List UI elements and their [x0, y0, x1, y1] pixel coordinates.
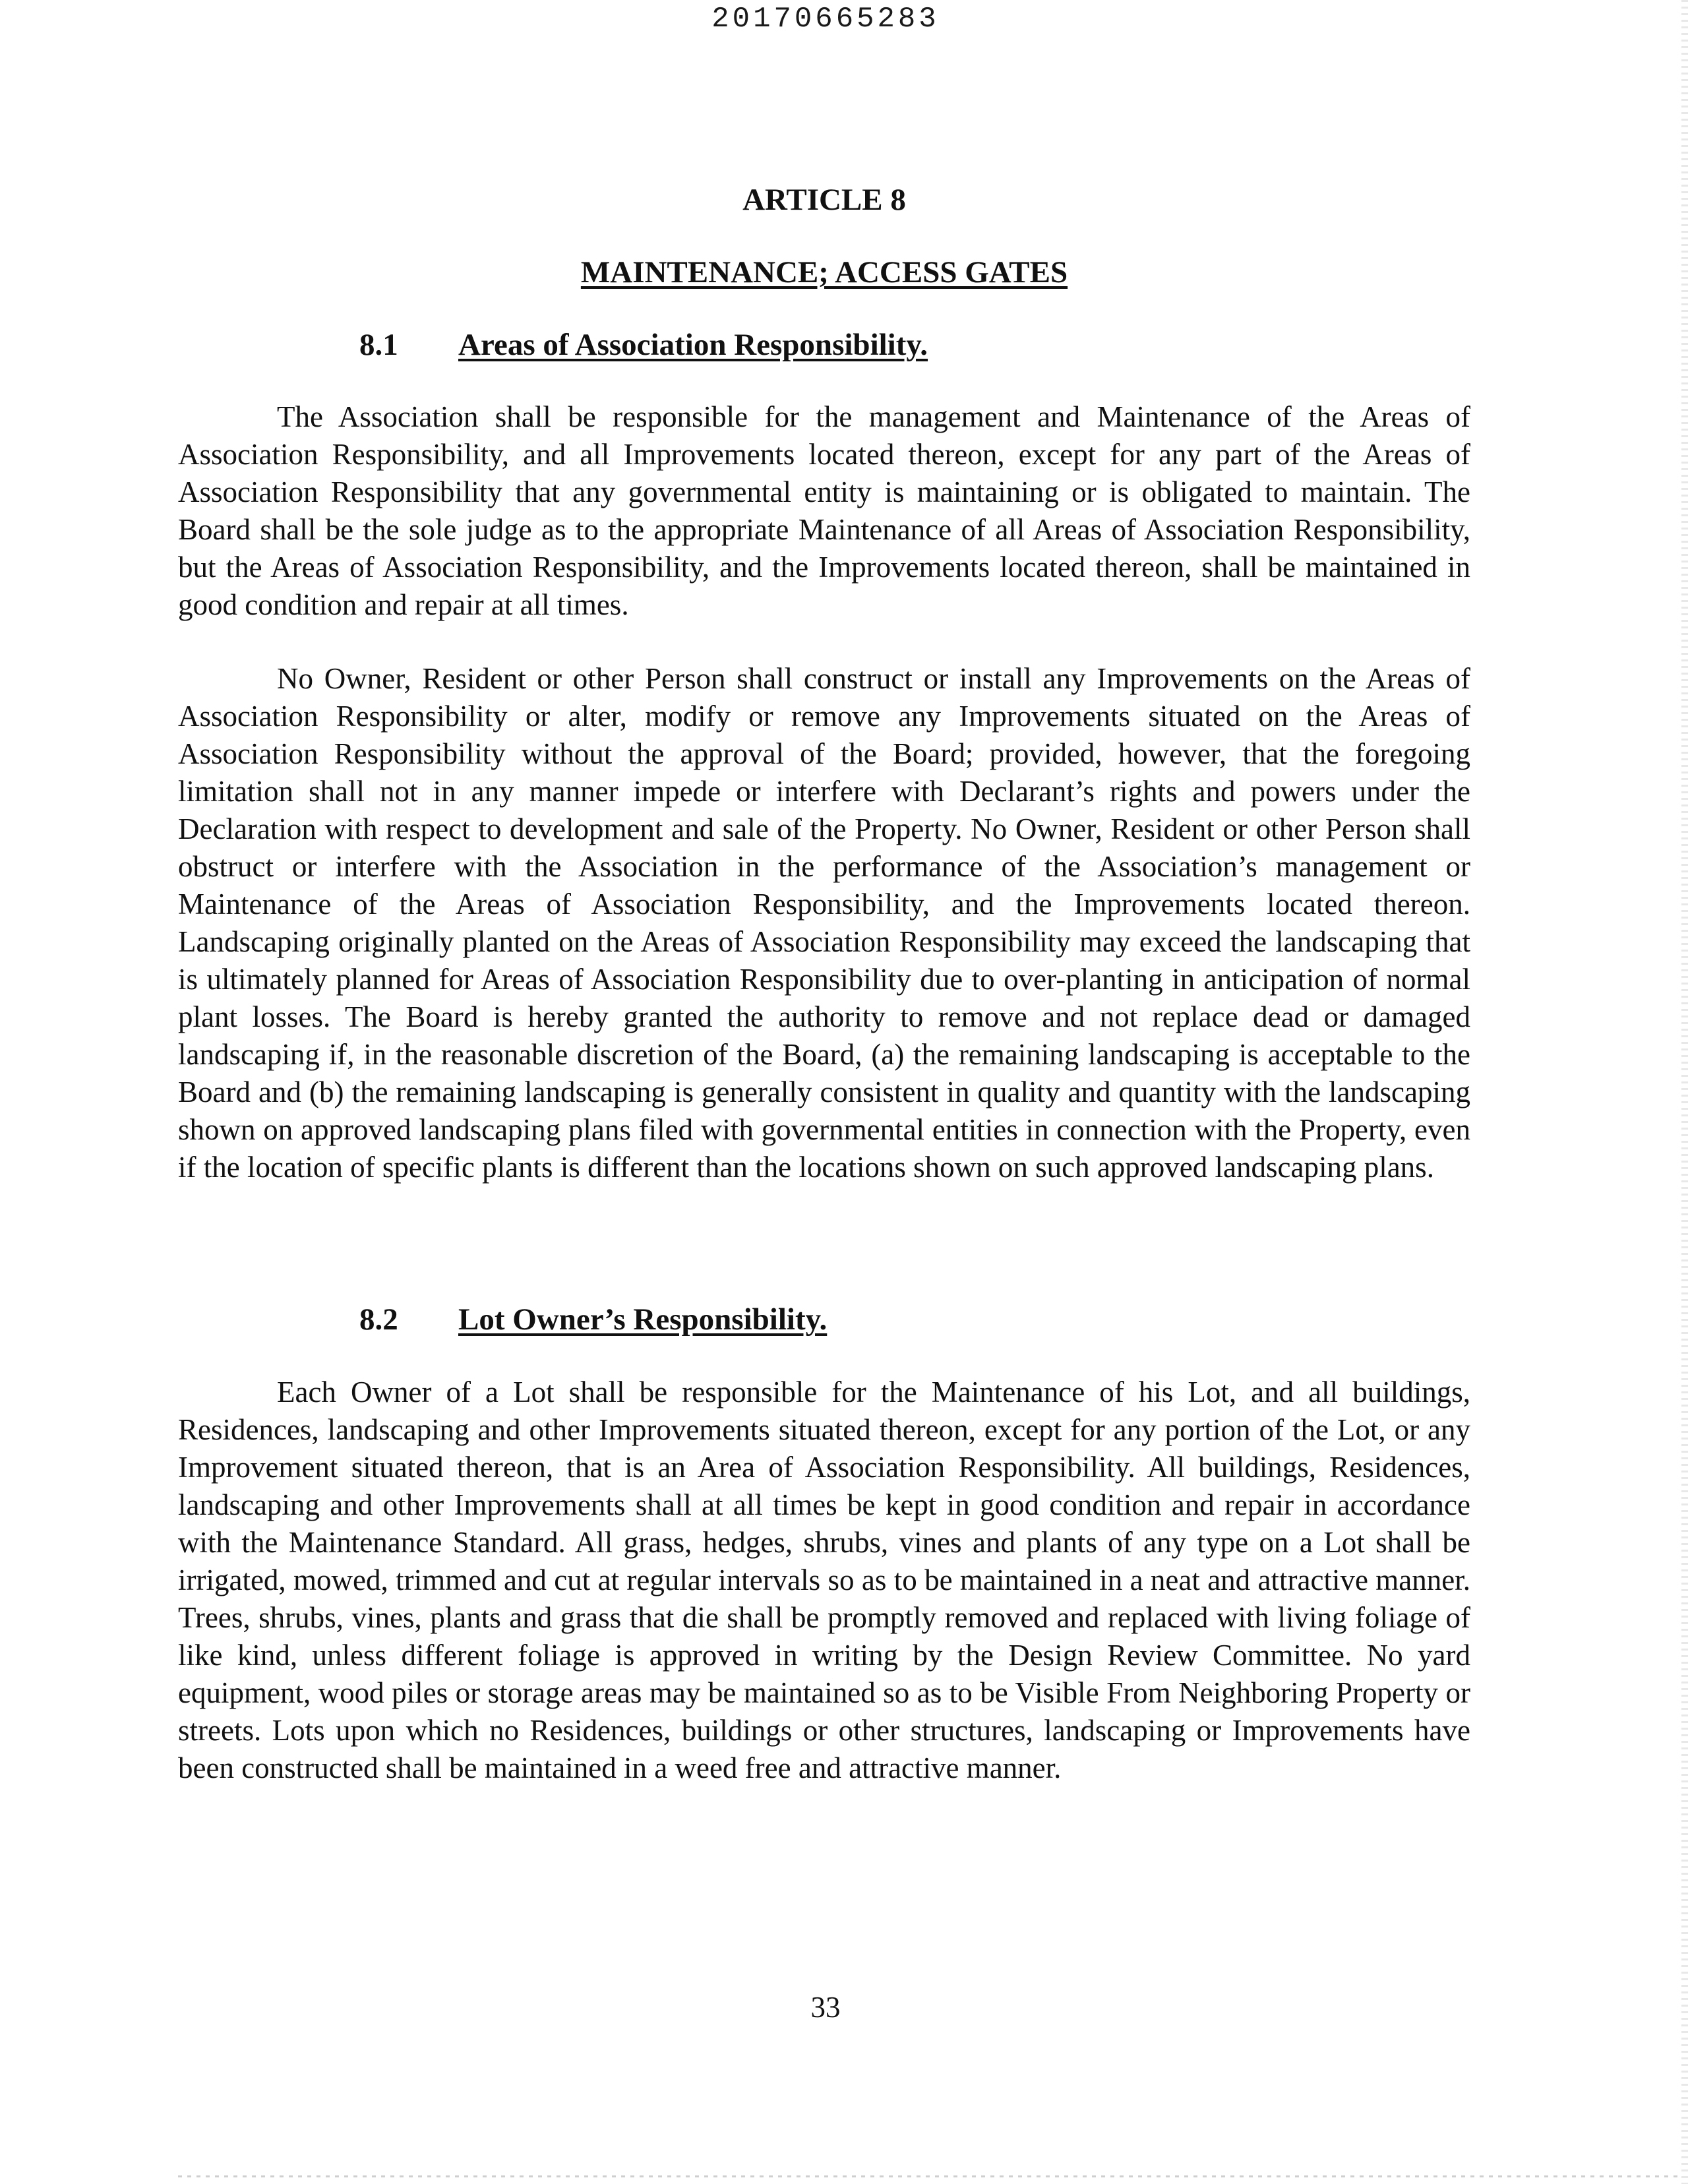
page-number: 33: [810, 1991, 841, 2024]
paragraph-8-1-2: No Owner, Resident or other Person shall construct or install any Improvements on the Areas of Association Responsibility or alter, modify or remove any Improvements situated on the Areas of Association Responsibility without the approval of the Board; provided, however, that the foregoing limitation shall not in any manner impede or interfere with Declarant’s rights and powers under the Declaration with respect to development and sale of the Property. No Owner, Resident or other Person shall obstruct or interfere with the Association in the performance of the Association’s management or Maintenance of the Areas of Association Responsibility, and the Improvements located thereon. Landscaping originally planted on the Areas of Association Responsibility may exceed the landscaping that is ultimately planned for Areas of Association Responsibility due to over-planting in anticipation of normal plant losses. The Board is hereby granted the authority to remove and not replace dead or damaged landscaping if, in the reasonable discretion of the Board, (a) the remaining landscaping is acceptable to the Board and (b) the remaining landscaping is generally consistent in quality and quantity with the landscaping shown on approved landscaping plans filed with governmental entities in connection with the Property, even if the location of specific plants is different than the locations shown on such approved landscaping plans.: [178, 662, 1470, 1184]
article-title: ARTICLE 8: [742, 183, 906, 217]
section-heading-8-1: [359, 327, 928, 363]
article-heading-text: MAINTENANCE; ACCESS GATES: [580, 255, 1068, 289]
section-number: 8.1: [359, 328, 398, 362]
section-title: Lot Owner’s Responsibility.: [458, 1302, 828, 1337]
section-title: Areas of Association Responsibility.: [458, 328, 928, 362]
paragraph-8-2-1: Each Owner of a Lot shall be responsible for the Maintenance of his Lot, and all buildings, Residences, landscaping and other Improvements situated thereon, except for any portion of the Lot, or any Improvement situated thereon, that is an Area of Association Responsibility. All buildings, Residences, landscaping and other Improvements shall at all times be kept in good condition and repair in accordance with the Maintenance Standard. All grass, hedges, shrubs, vines and plants of any type on a Lot shall be irrigated, mowed, trimmed and cut at regular intervals so as to be maintained in a neat and attractive manner. Trees, shrubs, vines, plants and grass that die shall be promptly removed and replaced with living foliage of like kind, unless different foliage is approved in writing by the Design Review Committee. No yard equipment, wood piles or storage areas may be maintained so as to be Visible From Neighboring Property or streets. Lots upon which no Residences, buildings or other structures, landscaping or Improvements have been constructed shall be maintained in a weed free and attractive manner.: [178, 1376, 1470, 1784]
document-number: 20170665283: [711, 3, 940, 36]
paragraph-8-1-1: The Association shall be responsible for the management and Maintenance of the Areas of Association Responsibility, and all Improvements located thereon, except for any part of the Areas of Association Responsibility that any governmental entity is maintaining or is obligated to maintain. The Board shall be the sole judge as to the appropriate Maintenance of all Areas of Association Responsibility, but the Areas of Association Responsibility, and the Improvements located thereon, shall be maintained in good condition and repair at all times.: [178, 400, 1470, 621]
article-heading: [462, 255, 1187, 290]
section-number: 8.2: [359, 1302, 398, 1337]
section-heading-8-2: [359, 1302, 827, 1337]
scan-edge-bottom: [178, 2175, 1681, 2177]
scan-edge-right: [1681, 0, 1688, 2184]
